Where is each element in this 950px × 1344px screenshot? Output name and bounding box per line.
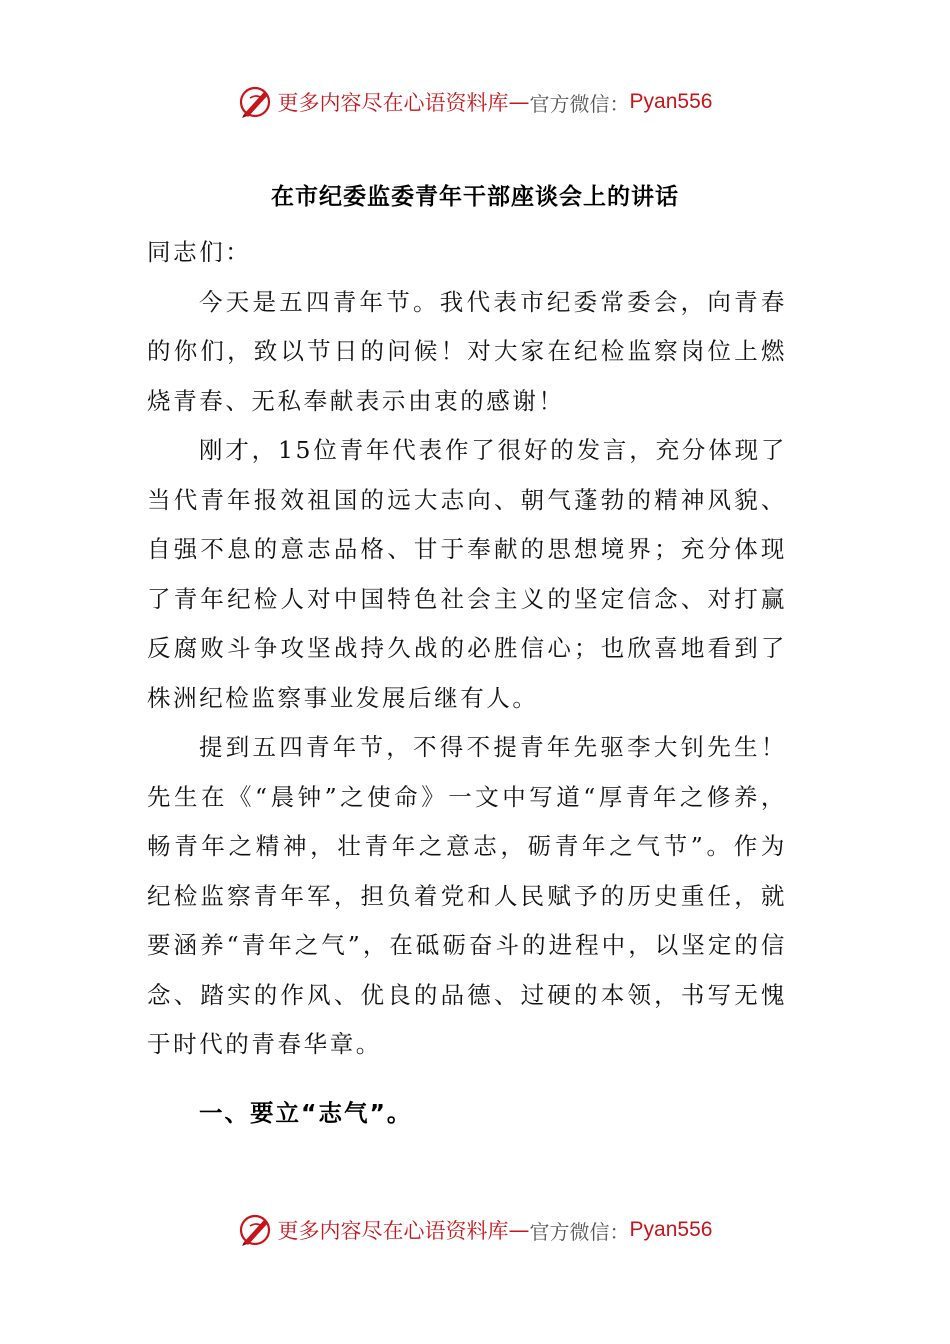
banner-wechat-id: Pyan556 bbox=[629, 1218, 713, 1241]
page-title: 在市纪委监委青年干部座谈会上的讲话 bbox=[271, 184, 679, 210]
header-banner bbox=[0, 82, 950, 122]
banner-dash: — bbox=[508, 90, 530, 114]
banner-official-label: 官方微信： bbox=[529, 91, 630, 116]
speech-body bbox=[147, 228, 787, 1070]
pen-logo-icon bbox=[238, 1212, 274, 1248]
paragraph-3: 提到五四青年节，不得不提青年先驱李大钊先生！先生在《“晨钟”之使命》一文中写道“厚青年之修养，畅青年之精神，壮青年之意志，砺青年之气节”。作为纪检监察青年军，担负着党和人民赋予的历史重任，就要涵养“青年之气”，在砥砺奋斗的进程中，以坚定的信念、踏实的作风、优良的品德、过硬的本领，书写无愧于时代的青春华章。 bbox=[147, 733, 787, 1058]
section-heading: 一、要立“志气”。 bbox=[199, 1099, 413, 1127]
salutation: 同志们： bbox=[147, 238, 252, 266]
banner-official-label: 官方微信： bbox=[529, 1219, 630, 1244]
paragraph-1: 今天是五四青年节。我代表市纪委常委会，向青春的你们，致以节日的问候！对大家在纪检监察岗位上燃烧青春、无私奉献表示由衷的感谢！ bbox=[147, 287, 787, 415]
banner-dash: — bbox=[508, 1218, 530, 1242]
banner-wechat-id: Pyan556 bbox=[629, 90, 713, 113]
banner-main-text: 更多内容尽在心语资料库 bbox=[277, 1219, 509, 1243]
paragraph-2: 刚才，15位青年代表作了很好的发言，充分体现了当代青年报效祖国的远大志向、朝气蓬勃的精神风貌、自强不息的意志品格、甘于奉献的思想境界；充分体现了青年纪检人对中国特色社会主义的坚定信念、对打赢反腐败斗争攻坚战持久战的必胜信心；也欣喜地看到了株洲纪检监察事业发展后继有人。 bbox=[147, 436, 787, 712]
footer-banner bbox=[0, 1210, 950, 1250]
banner-main-text: 更多内容尽在心语资料库 bbox=[277, 91, 509, 115]
pen-logo-icon bbox=[238, 84, 274, 120]
